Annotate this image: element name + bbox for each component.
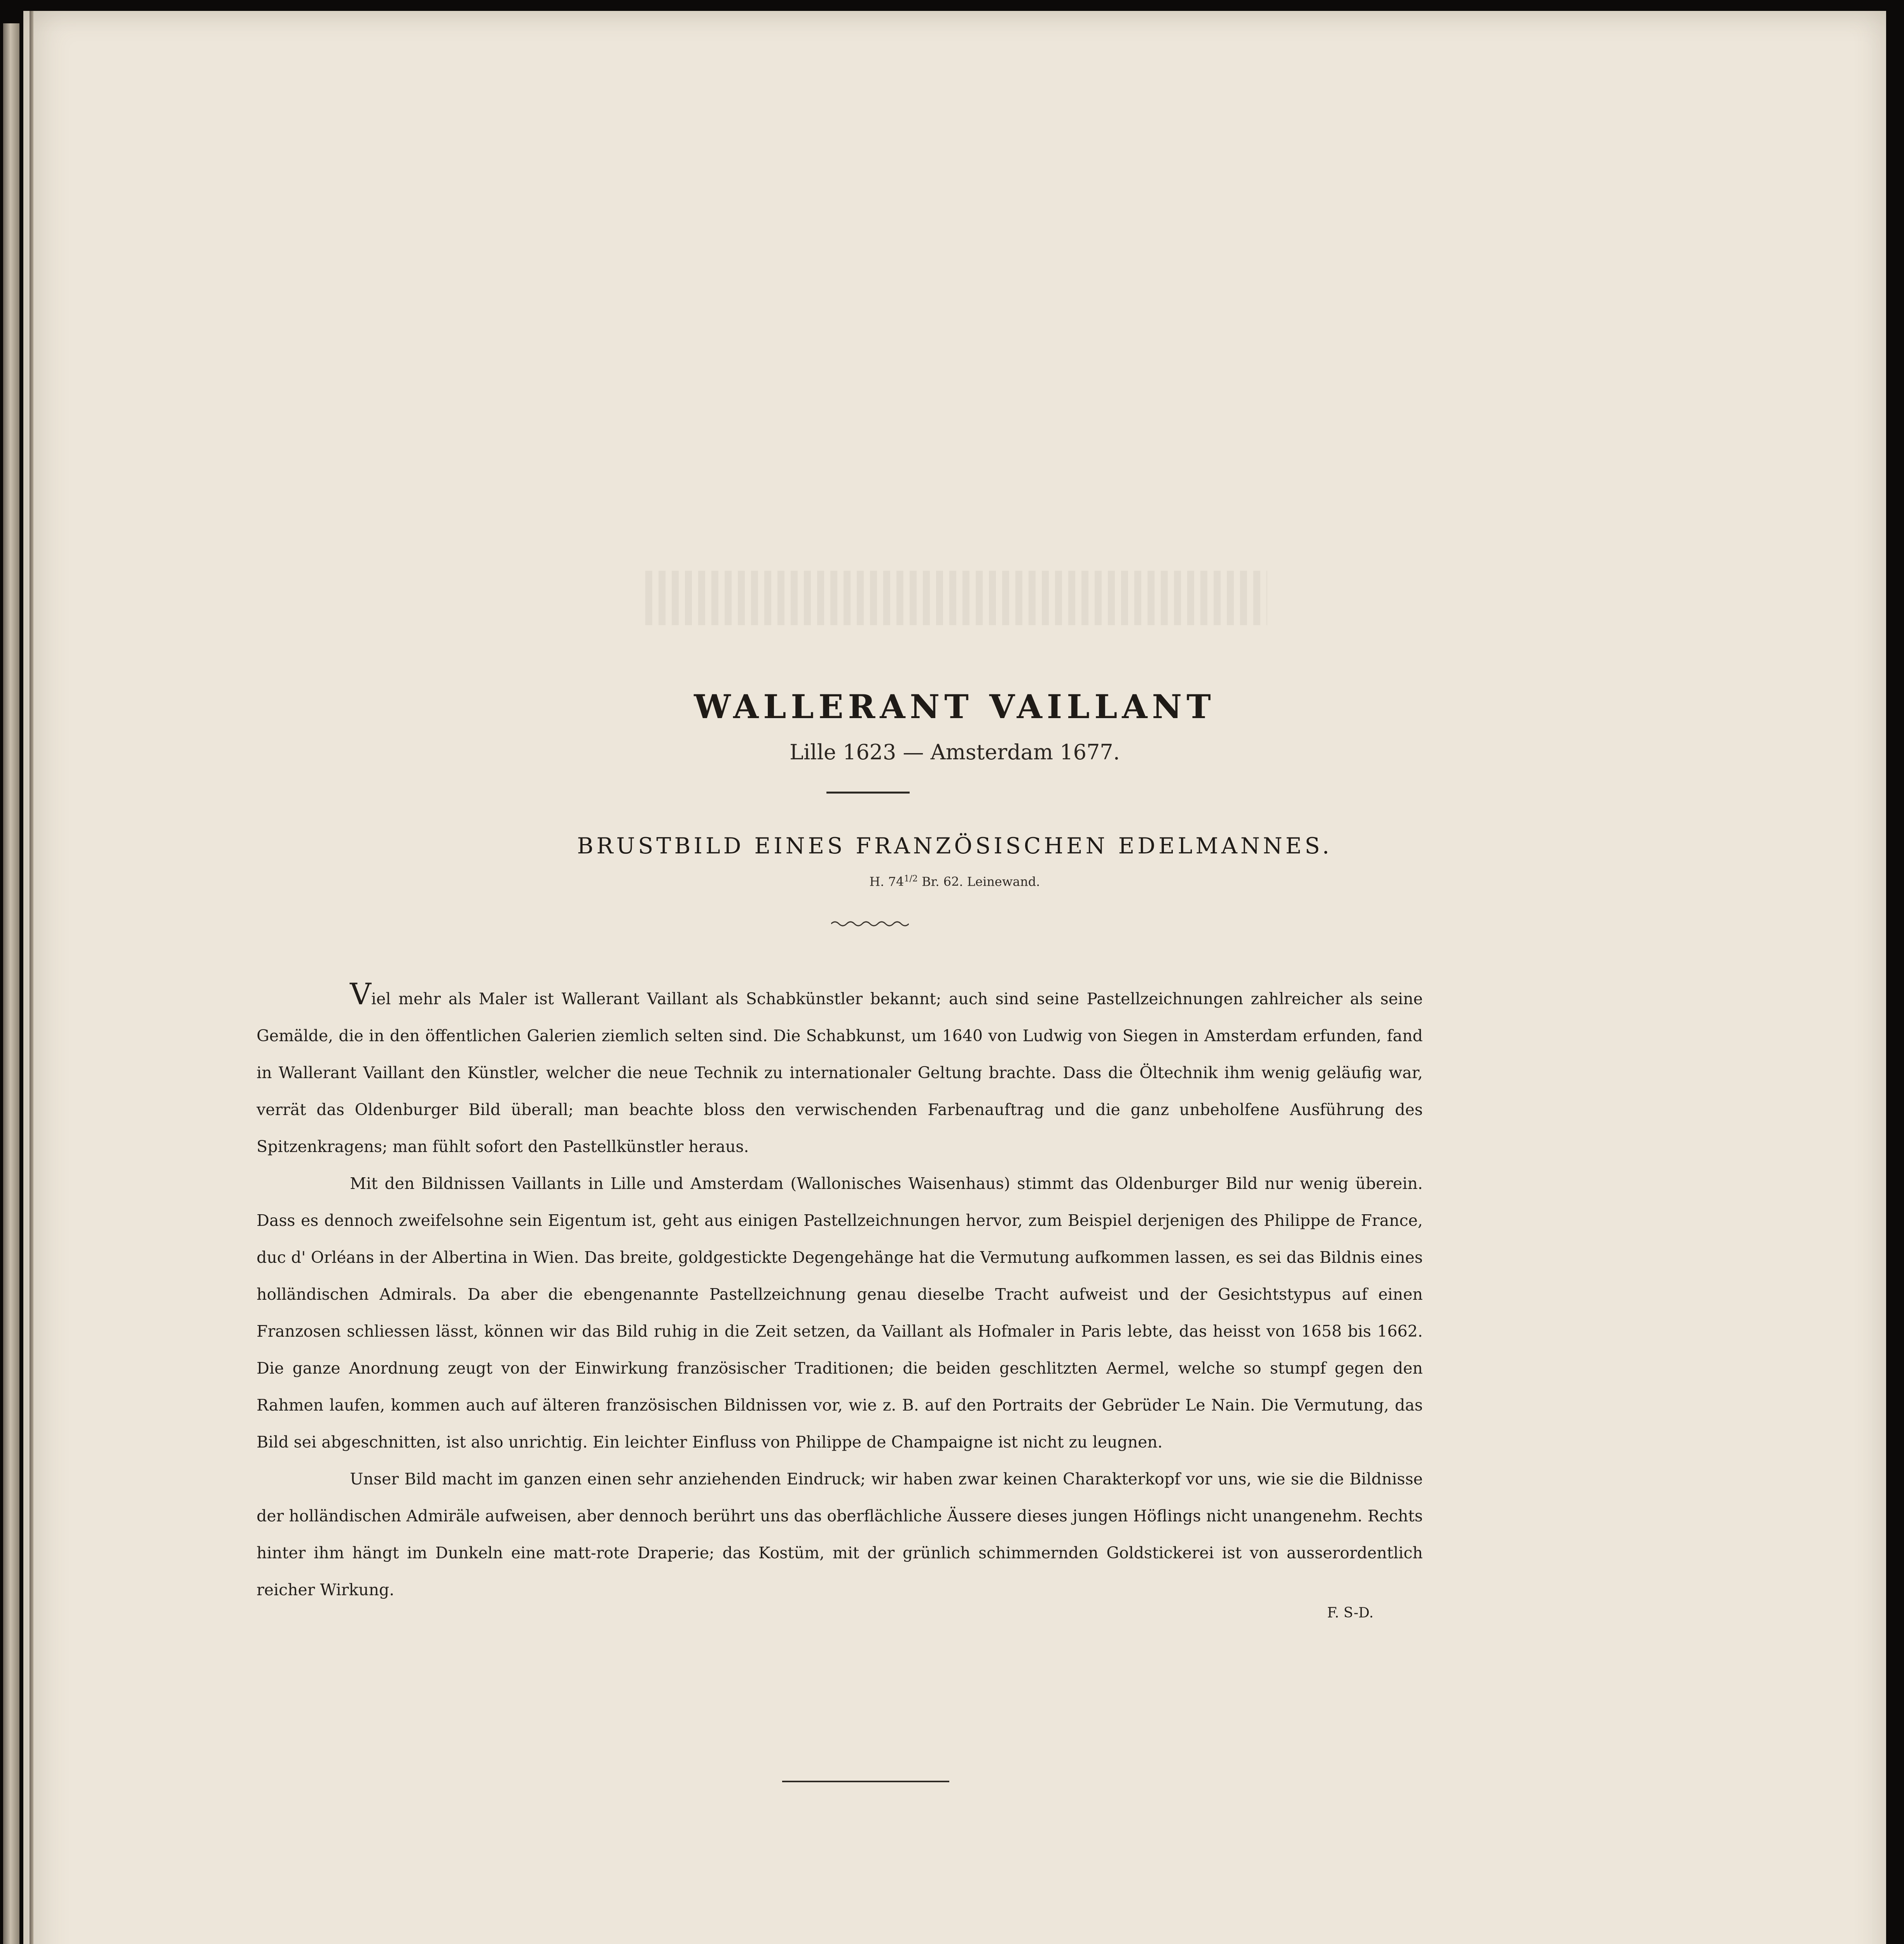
artist-name: WALLERANT VAILLANT: [694, 687, 1216, 726]
header-divider: [826, 792, 910, 794]
dimensions-rest: Br. 62. Leinewand.: [917, 874, 1040, 889]
artist-dates: Lille 1623 — Amsterdam 1677.: [790, 740, 1120, 764]
paragraph-3: Unser Bild macht im ganzen einen sehr anziehenden Eindruck; wir haben zwar keinen Charakterkopf vor uns, wie sie die Bildnisse der holländischen Admiräle aufweisen, aber dennoch berührt uns das oberflächliche Äussere dieses jungen Höflings nicht unangenehm. Rechts hinter ihm hängt im Dunkeln eine matt-rote Draperie; das Kostüm, mit der grünlich schimmernden Goldstickerei ist von ausserordentlich reicher Wirkung.: [257, 1470, 1423, 1599]
dimensions-fraction: 1/2: [904, 874, 918, 884]
article-body: [257, 977, 1423, 1608]
paragraph-1-text: iel mehr als Maler ist Wallerant Vaillant als Schabkünstler bekannt; auch sind seine Pastellzeichnungen zahlreicher als seine Gemälde, die in den öffentlichen Galerien ziemlich selten sind. Die Schabkunst, um 1640 von Ludwig von Siegen in Amsterdam erfunden, fand in Wallerant Vaillant den Künstler, welcher die neue Technik zu internationaler Geltung brachte. Dass die Öltechnik ihm wenig geläufig war, verrät das Oldenburger Bild überall; man beachte bloss den verwischenden Farbenauftrag und die ganz unbeholfene Ausführung des Spitzenkragens; man fühlt sofort den Pastellkünstler heraus.: [257, 989, 1423, 1156]
paragraph-2: Mit den Bildnissen Vaillants in Lille und Amsterdam (Wallonisches Waisenhaus) stimmt das Oldenburger Bild nur wenig überein. Dass es dennoch zweifelsohne sein Eigentum ist, geht aus einigen Pastellzeichnungen hervor, zum Beispiel derjenigen des Philippe de France, duc d' Orléans in der Albertina in Wien. Das breite, goldgestickte Degengehänge hat die Vermutung aufkommen lassen, es sei das Bildnis eines holländischen Admirals. Da aber die ebengenannte Pastellzeichnung genau dieselbe Tracht aufweist und der Gesichtstypus auf einen Franzosen schliessen lässt, können wir das Bild ruhig in die Zeit setzen, da Vaillant als Hofmaler in Paris lebte, das heisst von 1658 bis 1662. Die ganze Anordnung zeugt von der Einwirkung französischer Traditionen; die beiden geschlitzten Aermel, welche so stumpf gegen den Rahmen laufen, kommen auch auf älteren französischen Bildnissen vor, wie z. B. auf den Portraits der Gebrüder Le Nain. Die Vermutung, das Bild sei abgeschnitten, ist also unrichtig. Ein leichter Einfluss von Philippe de Champaigne ist nicht zu leugnen.: [257, 1174, 1423, 1451]
author-signature: F. S-D.: [1327, 1605, 1374, 1621]
book-page: [23, 11, 1886, 1944]
dimensions-height: H. 74: [869, 874, 904, 889]
painting-title: BRUSTBILD EINES FRANZÖSISCHEN EDELMANNES.: [577, 833, 1333, 859]
drop-initial: V: [350, 977, 371, 1011]
binding-edge: [30, 11, 33, 1944]
show-through-text: [645, 571, 1267, 625]
ornamental-wavy-rule: [831, 919, 909, 928]
closing-rule: [782, 1781, 949, 1782]
painting-dimensions: [23, 875, 1886, 888]
previous-page-edge: [3, 23, 19, 1944]
paragraph-1: [257, 977, 1423, 1165]
